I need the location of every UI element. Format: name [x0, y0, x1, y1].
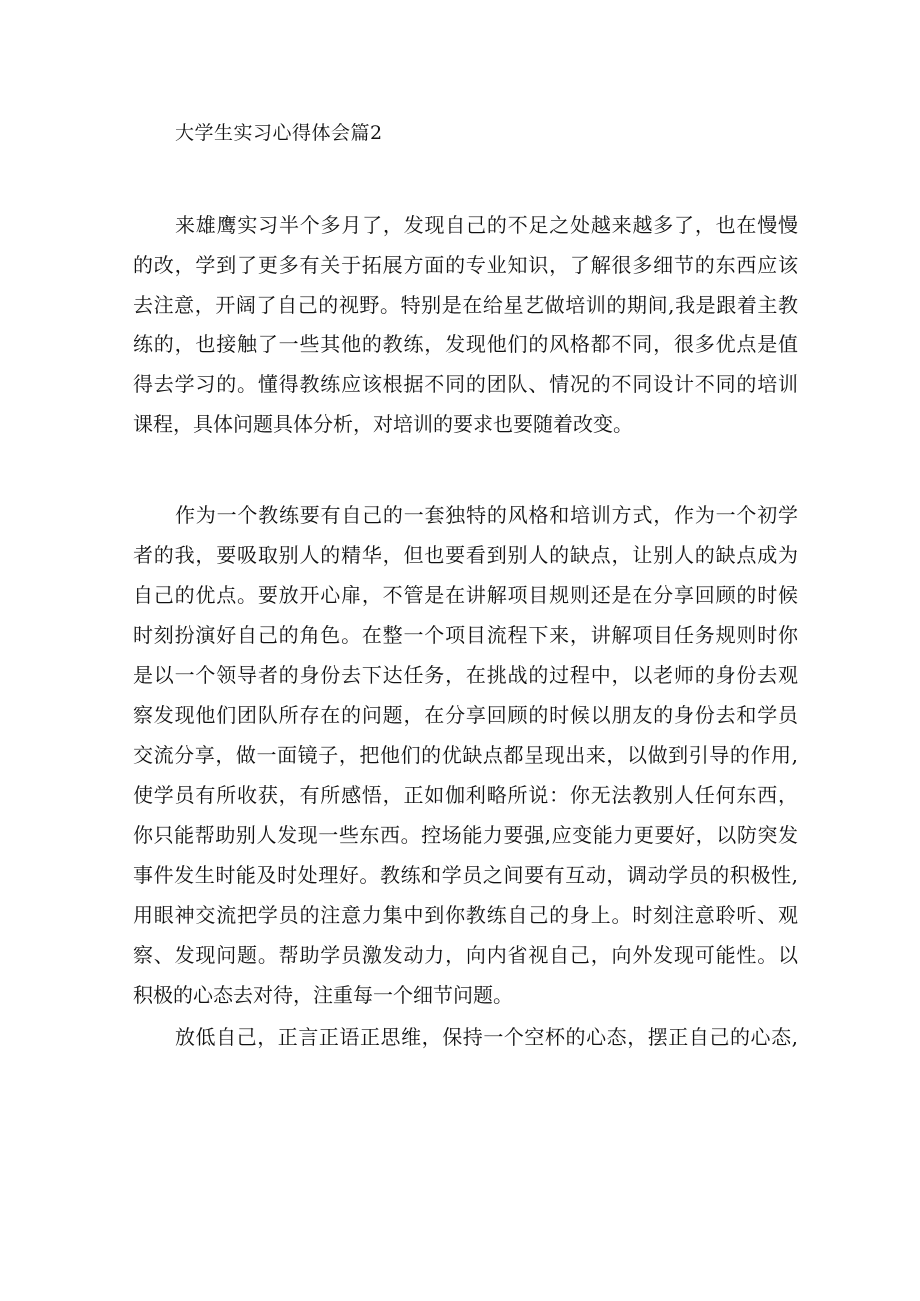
- paragraph-line: 练的，也接触了一些其他的教练，发现他们的风格都不同，很多优点是值: [133, 332, 798, 356]
- paragraph-line: 自己的优点。要放开心扉，不管是在讲解项目规则还是在分享回顾的时候: [133, 583, 798, 607]
- paragraph-line: 者的我，要吸取别人的精华，但也要看到别人的缺点，让别人的缺点成为: [133, 543, 798, 567]
- paragraph-line: 你只能帮助别人发现一些东西。控场能力要强,应变能力更要好，以防突发: [133, 823, 798, 847]
- paragraph-line: 的改，学到了更多有关于拓展方面的专业知识，了解很多细节的东西应该: [133, 253, 798, 277]
- paragraph-line: 察、发现问题。帮助学员激发动力，向内省视自己，向外发现可能性。以: [133, 943, 798, 967]
- paragraph-line: 来雄鹰实习半个多月了，发现自己的不足之处越来越多了，也在慢慢: [175, 213, 798, 237]
- paragraph-line: 时刻扮演好自己的角色。在整一个项目流程下来，讲解项目任务规则时你: [133, 623, 798, 647]
- paragraph-line: 作为一个教练要有自己的一套独特的风格和培训方式，作为一个初学: [175, 503, 798, 527]
- paragraph-line: 得去学习的。懂得教练应该根据不同的团队、情况的不同设计不同的培训: [133, 372, 798, 396]
- paragraph-line: 课程，具体问题具体分析，对培训的要求也要随着改变。: [133, 412, 633, 436]
- paragraph-line: 用眼神交流把学员的注意力集中到你教练自己的身上。时刻注意聆听、观: [133, 903, 798, 927]
- paragraph-line: 是以一个领导者的身份去下达任务，在挑战的过程中，以老师的身份去观: [133, 663, 798, 687]
- paragraph-line: 交流分享，做一面镜子，把他们的优缺点都呈现出来，以做到引导的作用,: [133, 743, 798, 767]
- paragraph-line: 放低自己，正言正语正思维，保持一个空杯的心态，摆正自己的心态,: [175, 1025, 798, 1049]
- paragraph-line: 察发现他们团队所存在的问题，在分享回顾的时候以朋友的身份去和学员: [133, 703, 798, 727]
- paragraph-line: 去注意，开阔了自己的视野。特别是在给星艺做培训的期间,我是跟着主教: [133, 293, 798, 317]
- paragraph-line: 积极的心态去对待，注重每一个细节问题。: [133, 983, 513, 1007]
- paragraph-line: 使学员有所收获，有所感悟，正如伽利略所说：你无法教别人任何东西，: [133, 783, 798, 807]
- document-title: 大学生实习心得体会篇2: [175, 122, 383, 144]
- paragraph-line: 事件发生时能及时处理好。教练和学员之间要有互动，调动学员的积极性,: [133, 863, 798, 887]
